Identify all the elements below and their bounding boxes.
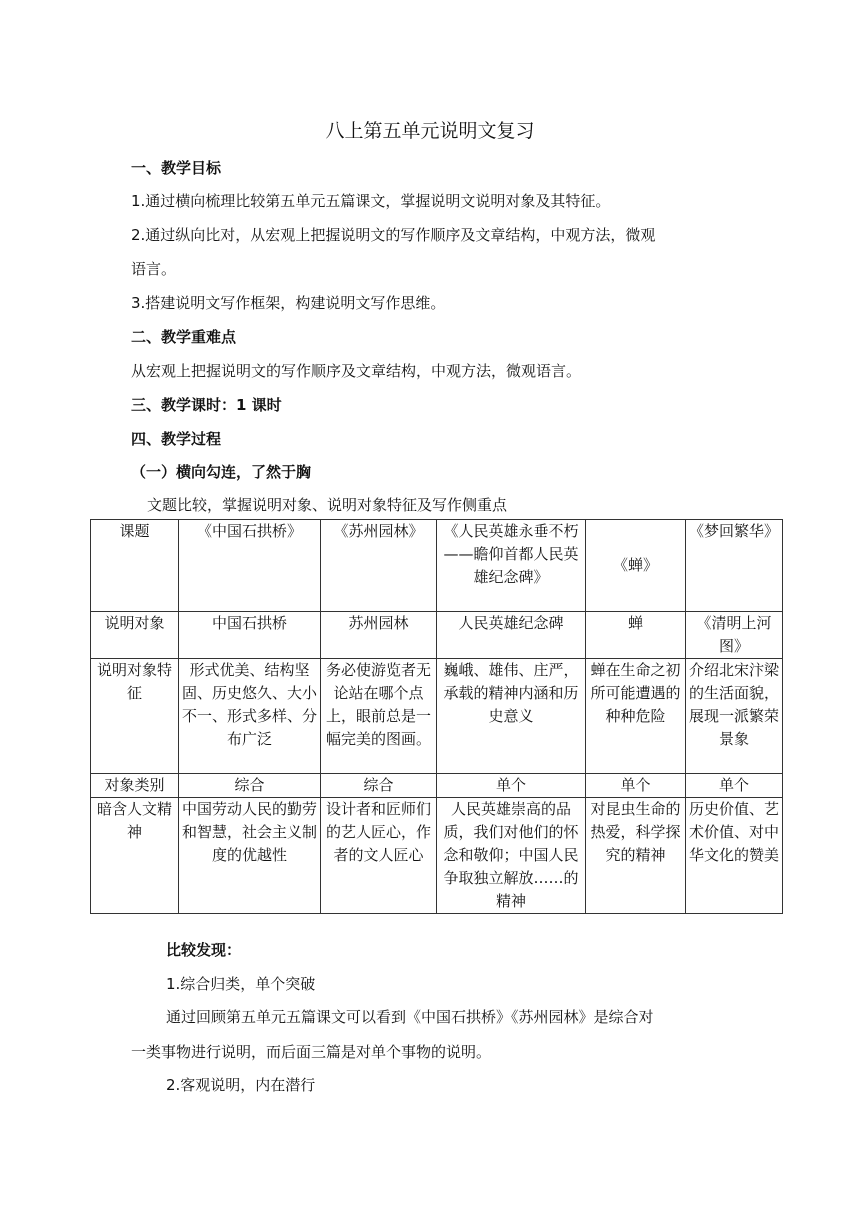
table-cell: 介绍北宋汴梁的生活面貌，展现一派繁荣景象 — [686, 659, 783, 774]
table-cell: 历史价值、艺术价值、对中华文化的赞美 — [686, 798, 783, 914]
section-heading-goals: 一、教学目标 — [131, 159, 222, 177]
table-cell: 《中国石拱桥》 — [179, 520, 321, 612]
table-cell: 对昆虫生命的热爱，科学探究的精神 — [586, 798, 686, 914]
table-cell: 《苏州园林》 — [321, 520, 437, 612]
section-heading-keypoints: 二、教学重难点 — [131, 328, 237, 346]
table-cell: 综合 — [321, 774, 437, 798]
finding-1-text-line-1: 通过回顾第五单元五篇课文可以看到《中国石拱桥》《苏州园林》是综合对 — [166, 1008, 654, 1026]
table-intro: 文题比较，掌握说明对象、说明对象特征及写作侧重点 — [147, 496, 508, 514]
table-cell: 课题 — [91, 520, 179, 612]
table-cell: 综合 — [179, 774, 321, 798]
table-row — [91, 659, 783, 774]
goal-1: 1.通过横向梳理比较第五单元五篇课文，掌握说明文说明对象及其特征。 — [131, 192, 611, 210]
table-cell: 《人民英雄永垂不朽——瞻仰首都人民英雄纪念碑》 — [437, 520, 586, 612]
comparison-table — [90, 519, 783, 914]
table-cell: 中国石拱桥 — [179, 612, 321, 659]
table-cell: 蝉 — [586, 612, 686, 659]
table-cell: 中国劳动人民的勤劳和智慧，社会主义制度的优越性 — [179, 798, 321, 914]
goal-2-line-1: 2.通过纵向比对，从宏观上把握说明文的写作顺序及文章结构，中观方法，微观 — [131, 226, 656, 244]
table-cell: 蝉在生命之初所可能遭遇的种种危险 — [586, 659, 686, 774]
table-cell: 对象类别 — [91, 774, 179, 798]
table-cell: 单个 — [586, 774, 686, 798]
subsection-heading: （一）横向勾连，了然于胸 — [131, 463, 312, 481]
table-row — [91, 798, 783, 914]
table-cell: 说明对象特征 — [91, 659, 179, 774]
finding-1: 1.综合归类，单个突破 — [166, 975, 316, 993]
table-cell: 说明对象 — [91, 612, 179, 659]
table-cell: 暗含人文精神 — [91, 798, 179, 914]
finding-1-text-line-2: 一类事物进行说明，而后面三篇是对单个事物的说明。 — [131, 1043, 492, 1061]
findings-heading: 比较发现： — [166, 941, 242, 959]
table-cell: 人民英雄纪念碑 — [437, 612, 586, 659]
goal-2-line-2: 语言。 — [131, 260, 177, 278]
table-cell: 务必使游览者无论站在哪个点上，眼前总是一幅完美的图画。 — [321, 659, 437, 774]
table-cell: 单个 — [686, 774, 783, 798]
table-row — [91, 612, 783, 659]
table-cell: 苏州园林 — [321, 612, 437, 659]
table-row — [91, 774, 783, 798]
table-row — [91, 520, 783, 612]
section-heading-hours: 三、教学课时：1 课时 — [131, 396, 282, 414]
section-heading-process: 四、教学过程 — [131, 430, 222, 448]
table-cell: 设计者和匠师们的艺人匠心，作者的文人匠心 — [321, 798, 437, 914]
table-cell: 形式优美、结构坚固、历史悠久、大小不一、形式多样、分布广泛 — [179, 659, 321, 774]
table-cell: 巍峨、雄伟、庄严，承载的精神内涵和历史意义 — [437, 659, 586, 774]
doc-title: 八上第五单元说明文复习 — [325, 120, 535, 142]
table-cell: 人民英雄崇高的品质，我们对他们的怀念和敬仰；中国人民争取独立解放……的精神 — [437, 798, 586, 914]
table-cell: 《梦回繁华》 — [686, 520, 783, 612]
finding-2: 2.客观说明，内在潜行 — [166, 1076, 316, 1094]
table-cell: 《蝉》 — [586, 520, 686, 612]
goal-3: 3.搭建说明文写作框架，构建说明文写作思维。 — [131, 294, 446, 312]
table-cell: 单个 — [437, 774, 586, 798]
keypoint-text: 从宏观上把握说明文的写作顺序及文章结构，中观方法，微观语言。 — [131, 362, 582, 380]
table-cell: 《清明上河图》 — [686, 612, 783, 659]
